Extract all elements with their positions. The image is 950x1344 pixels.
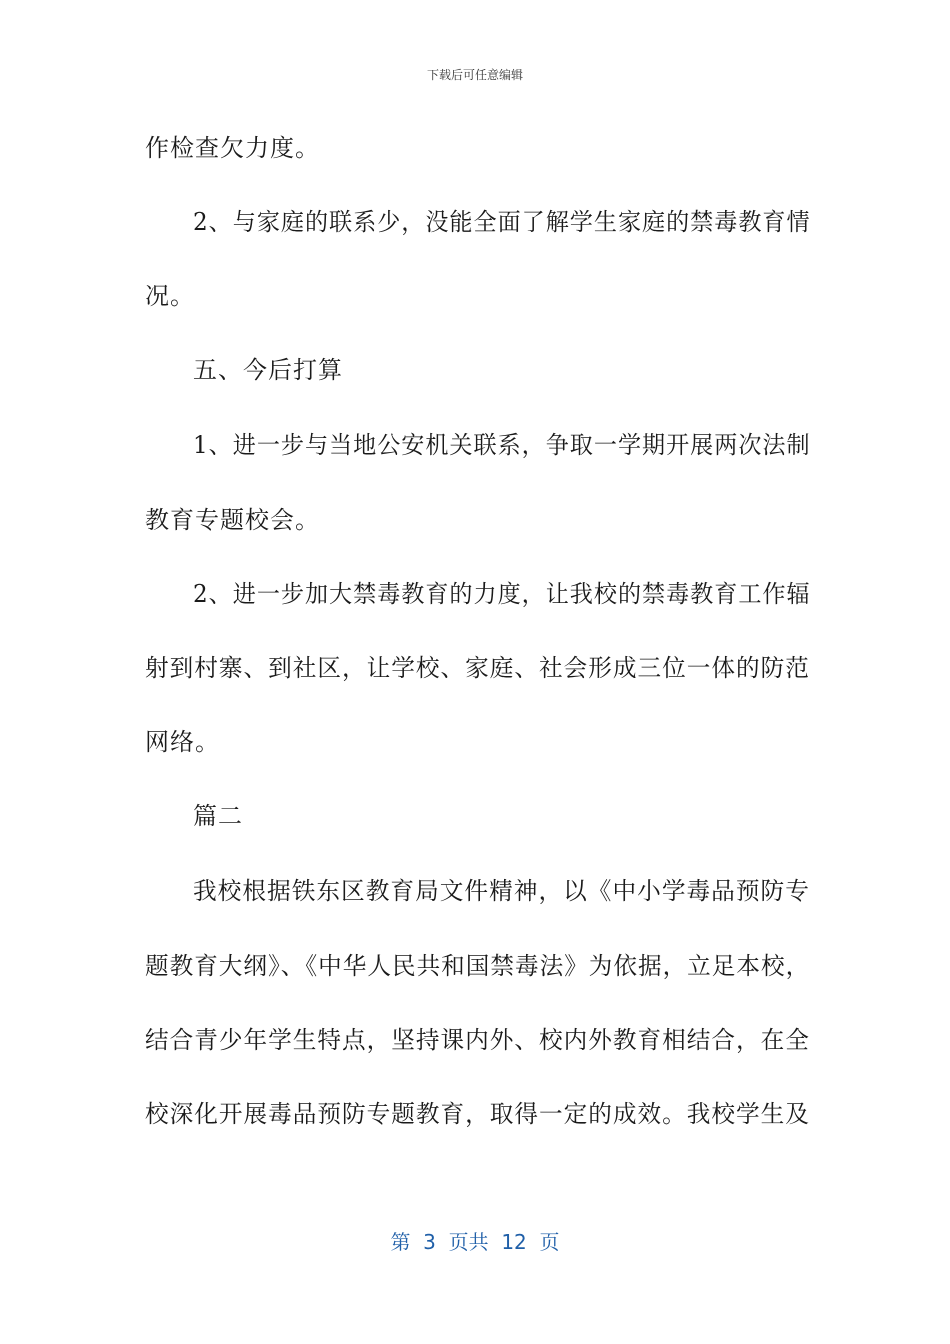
body-line: 况。 bbox=[145, 282, 195, 310]
section-heading: 五、今后打算 bbox=[193, 356, 343, 384]
body-line: 我校根据铁东区教育局文件精神，以《中小学毒品预防专 bbox=[193, 877, 810, 905]
body-line: 2、与家庭的联系少，没能全面了解学生家庭的禁毒教育情 bbox=[193, 208, 811, 236]
section-heading: 篇二 bbox=[193, 802, 243, 830]
body-line: 网络。 bbox=[145, 728, 220, 756]
body-line: 2、进一步加大禁毒教育的力度，让我校的禁毒教育工作辐 bbox=[193, 580, 811, 608]
body-line: 结合青少年学生特点，坚持课内外、校内外教育相结合，在全 bbox=[145, 1026, 810, 1054]
body-line: 射到村寨、到社区，让学校、家庭、社会形成三位一体的防范 bbox=[145, 654, 810, 682]
body-line: 1、进一步与当地公安机关联系，争取一学期开展两次法制 bbox=[193, 431, 811, 459]
body-line: 校深化开展毒品预防专题教育，取得一定的成效。我校学生及 bbox=[145, 1100, 810, 1128]
body-line: 作检查欠力度。 bbox=[145, 134, 320, 162]
body-line: 教育专题校会。 bbox=[145, 506, 320, 534]
body-line: 题教育大纲》、《中华人民共和国禁毒法》为依据，立足本校， bbox=[145, 952, 811, 980]
page-number-footer: 第 3 页共 12 页 bbox=[390, 1230, 560, 1254]
page-header: 下载后可任意编辑 bbox=[426, 68, 523, 82]
